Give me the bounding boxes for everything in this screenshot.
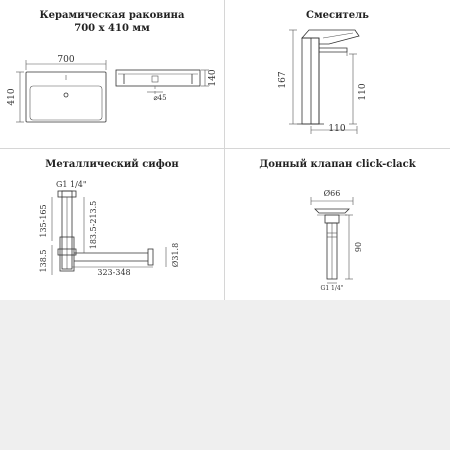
siphon-length-label: 323-348	[97, 268, 131, 277]
siphon-title: Металлический сифон	[45, 159, 179, 170]
siphon-middle-label: 183.5-213.5	[89, 200, 98, 250]
faucet-drawing	[225, 0, 450, 148]
sink-depth-label: 140	[208, 69, 218, 87]
faucet-title: Смеситель	[306, 10, 369, 21]
empty-area	[0, 300, 450, 450]
siphon-thread-label: G1 1/4"	[56, 180, 87, 189]
siphon-panel	[0, 149, 224, 300]
siphon-upper-label: 135-165	[39, 204, 48, 238]
drain-valve-panel	[225, 149, 450, 300]
sink-drain-label: ⌀45	[153, 94, 167, 102]
sink-width-label: 700	[57, 55, 75, 65]
drain-valve-height-label: 90	[354, 241, 363, 253]
sink-panel	[0, 0, 224, 148]
faucet-reach-label: 110	[328, 124, 346, 134]
drain-valve-title: Донный клапан click-clack	[259, 159, 416, 170]
drain-valve-thread-label: G1 1/4"	[320, 285, 344, 292]
sink-height-label: 410	[7, 88, 17, 106]
faucet-height-label: 167	[278, 71, 288, 89]
drain-valve-drawing	[225, 149, 450, 300]
faucet-spout-height-label: 110	[358, 83, 368, 101]
siphon-drawing	[0, 149, 224, 300]
drain-valve-diameter-label: Ø66	[323, 189, 341, 198]
siphon-lower-label: 138.5	[39, 249, 48, 273]
sink-side-view	[0, 0, 224, 148]
sink-subtitle: 700 x 410 мм	[74, 23, 150, 34]
sink-title: Керамическая раковина	[39, 10, 185, 21]
faucet-panel	[225, 0, 450, 148]
siphon-diameter-label: Ø31.8	[171, 242, 180, 268]
